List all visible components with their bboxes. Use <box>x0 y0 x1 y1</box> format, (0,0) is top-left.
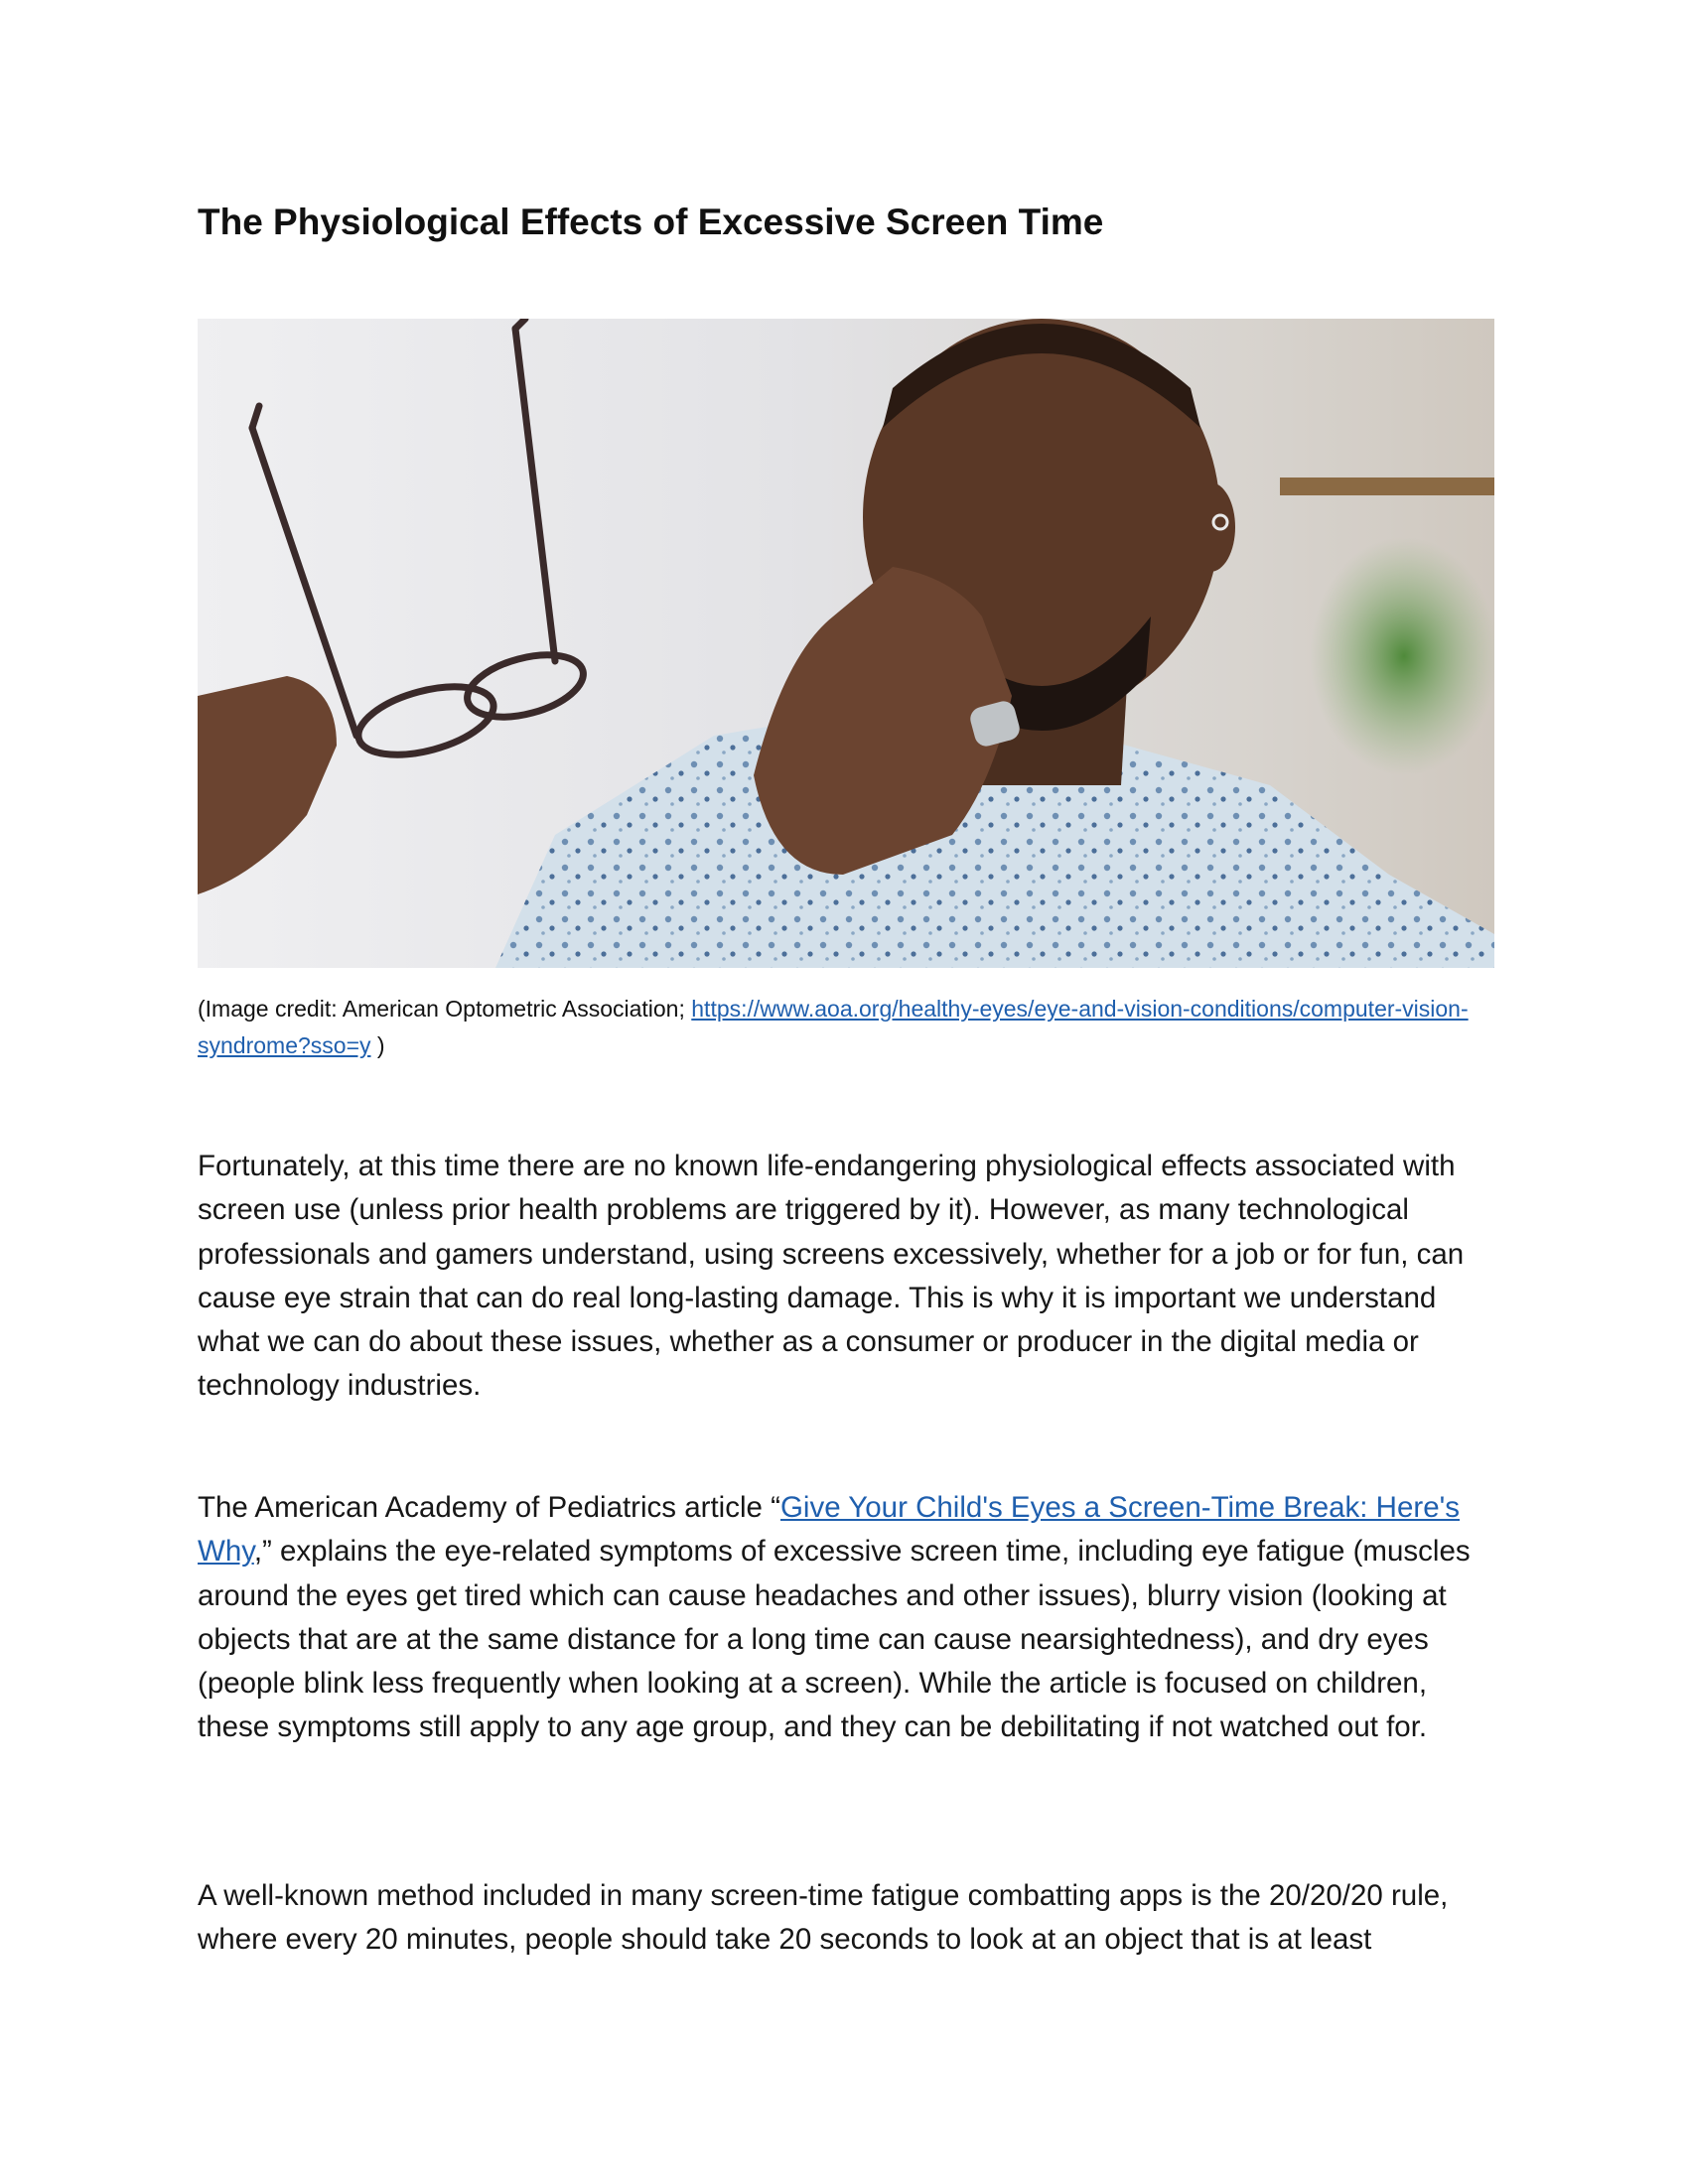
paragraph-intro: Fortunately, at this time there are no known life-endangering physiological effects associated with screen use (unless prior health problems are triggered by it). However, as many technological professionals and gamers understand, using screens excessively, whether for a job or for fun, can cause eye strain that can do real long-lasting damage. This is why it is important we understand what we can do about these issues, whether as a consumer or producer in the digital media or technology industries. <box>198 1150 1465 1403</box>
caption-closing-text: ) <box>370 1032 385 1058</box>
paragraph-20-20-20-rule: A well-known method included in many screen-time fatigue combatting apps is the 20/20/20 rule, where every 20 minutes, people should take 20 seconds to look at an object that is at least <box>198 1879 1449 1957</box>
aap-article-link[interactable]: Give Your Child's Eyes a Screen-Time Break: Here's Why <box>198 1491 1460 1569</box>
paragraph-aap-article <box>198 1486 1498 1750</box>
eye-strain-illustration <box>198 319 1494 968</box>
caption-source-link[interactable]: https://www.aoa.org/healthy-eyes/eye-and-vision-conditions/computer-vision-syndrome?sso=y <box>198 996 1469 1058</box>
paragraph-aap-body-text: ,” explains the eye-related symptoms of excessive screen time, including eye fatigue (muscles around the eyes get tired which can cause headaches and other issues), blurry vision (looking at objects that are at the same distance for a long time can cause nearsightedness), and dry eyes (people blink less frequently when looking at a screen). While the article is focused on children, these symptoms still apply to any age group, and they can be debilitating if not watched out for. <box>198 1535 1471 1744</box>
page-title: The Physiological Effects of Excessive Screen Time <box>198 202 1104 242</box>
image-caption <box>198 991 1494 1064</box>
paragraph-aap-lead-text: The American Academy of Pediatrics article “ <box>198 1491 780 1524</box>
article-photo <box>198 319 1494 968</box>
caption-credit-text: (Image credit: American Optometric Association; <box>198 996 692 1022</box>
